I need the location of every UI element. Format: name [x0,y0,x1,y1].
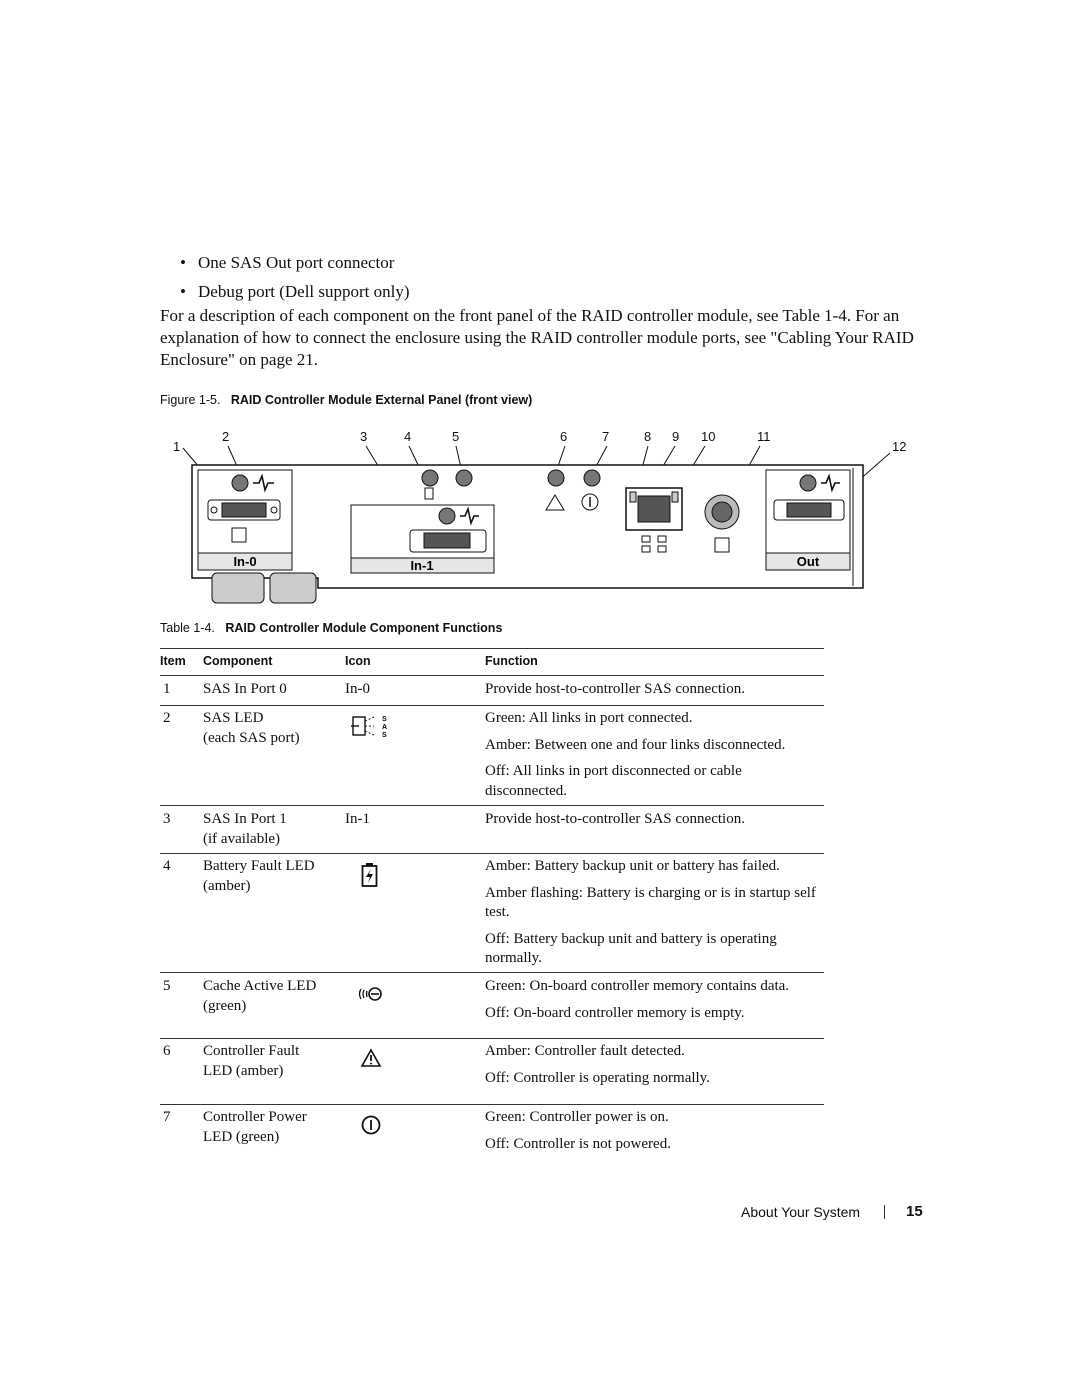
row-5-item: 5 [163,978,171,994]
table-title: RAID Controller Module Component Functions [225,621,503,635]
cache-active-icon [358,985,384,1008]
function-line: Amber: Battery backup unit or battery has failed. [485,858,780,874]
component-line: Battery Fault LED [203,858,315,874]
callout-4: 4 [404,429,412,444]
component-line: SAS In Port 1 [203,811,287,827]
function-line: Green: On-board controller memory contains data. [485,978,790,994]
warning-triangle-icon [360,1048,382,1073]
page-number: 15 [906,1203,923,1220]
function-line: Amber: Between one and four links disconnected. [485,736,786,753]
row-5-function [485,977,824,1030]
callout-10: 10 [701,429,716,444]
sas-letter: S [382,716,387,723]
callout-6: 6 [560,429,568,444]
port-label-in0: In-0 [233,554,257,569]
bullet-item: • One SAS Out port connector [180,248,410,277]
callout-1: 1 [173,439,181,454]
row-3-item: 3 [163,811,171,827]
row-7-function [485,1108,824,1161]
component-line: Controller Fault [203,1043,300,1059]
function-line: Green: Controller power is on. [485,1109,669,1125]
callout-2: 2 [222,429,230,444]
sas-letter: S [382,732,387,739]
row-6-component [203,1042,341,1081]
function-line: Off: All links in port disconnected or cable disconnected. [485,763,742,799]
header-rule [160,675,824,676]
function-line: Provide host-to-controller SAS connection. [485,681,745,697]
row-1-function [485,680,824,707]
row-2-component [203,709,341,748]
function-line: Off: On-board controller memory is empty. [485,1004,745,1021]
battery-icon [361,862,379,893]
component-line: Controller Power [203,1109,307,1125]
bullet-list [180,248,410,306]
figure-title: RAID Controller Module External Panel (front view) [230,393,533,407]
header-icon: Icon [345,654,371,668]
function-line: Off: Controller is not powered. [485,1135,671,1152]
row-divider [160,705,824,706]
component-line: (if available) [203,830,281,847]
callout-9: 9 [672,429,680,444]
function-line: Green: All links in port connected. [485,710,693,726]
row-1-item: 1 [163,681,171,697]
footer-divider [884,1205,885,1219]
function-line: Off: Battery backup unit and battery is operating normally. [485,930,777,966]
power-icon [360,1114,382,1141]
footer-section-title: About Your System [741,1204,861,1220]
function-line: Amber flashing: Battery is charging or is in startup self test. [485,884,816,920]
row-3-icon-text: In-1 [345,811,370,827]
row-6-item: 6 [163,1043,171,1059]
raid-panel-figure [170,428,907,613]
port-label-in1: In-1 [410,558,434,573]
row-divider [160,1038,824,1039]
row-4-item: 4 [163,858,171,874]
row-4-component [203,857,341,896]
header-component: Component [203,654,273,668]
row-divider [160,1104,824,1105]
component-line: (each SAS port) [203,729,300,746]
row-4-function [485,857,824,976]
table-caption [160,621,502,635]
row-6-function [485,1042,824,1095]
row-7-item: 7 [163,1109,171,1125]
sas-led-icon [350,713,390,746]
row-7-component [203,1108,341,1147]
component-line: Cache Active LED [203,978,317,994]
callout-5: 5 [452,429,460,444]
callout-12: 12 [892,439,907,454]
port-label-out: Out [796,554,820,569]
callout-3: 3 [360,429,368,444]
table-top-rule [160,648,824,649]
row-divider [160,972,824,973]
figure-caption [160,393,532,407]
raid-panel-diagram [170,428,907,608]
row-5-component [203,977,341,1016]
component-line: (amber) [203,877,251,894]
row-1-icon-text: In-0 [345,681,370,697]
bullet-item: • Debug port (Dell support only) [180,277,410,306]
row-3-function [485,810,824,837]
component-line: (green) [203,997,247,1014]
callout-7: 7 [602,429,610,444]
row-2-item: 2 [163,710,171,726]
callout-8: 8 [644,429,652,444]
function-line: Off: Controller is operating normally. [485,1069,710,1086]
header-item: Item [160,654,186,668]
callout-11: 11 [757,429,771,444]
sas-letter: A [382,724,388,731]
table-label: Table 1-4. [160,621,215,635]
row-divider [160,805,824,806]
component-line: SAS LED [203,710,264,726]
intro-paragraph: For a description of each component on the front panel of the RAID controller module, see Table 1-4. For an explanation of how to connect the enclosure using the RAID controller module ports, see "Cabling Your RAID Enclosure" on page 21. [160,306,914,369]
row-3-component [203,810,341,849]
figure-label: Figure 1-5. [160,393,221,407]
header-function: Function [485,654,538,668]
row-1-component: SAS In Port 0 [203,681,287,697]
function-line: Amber: Controller fault detected. [485,1043,685,1059]
component-line: LED (amber) [203,1062,284,1079]
function-line: Provide host-to-controller SAS connection. [485,811,745,827]
row-divider [160,853,824,854]
row-2-function [485,709,824,808]
component-line: LED (green) [203,1128,280,1145]
